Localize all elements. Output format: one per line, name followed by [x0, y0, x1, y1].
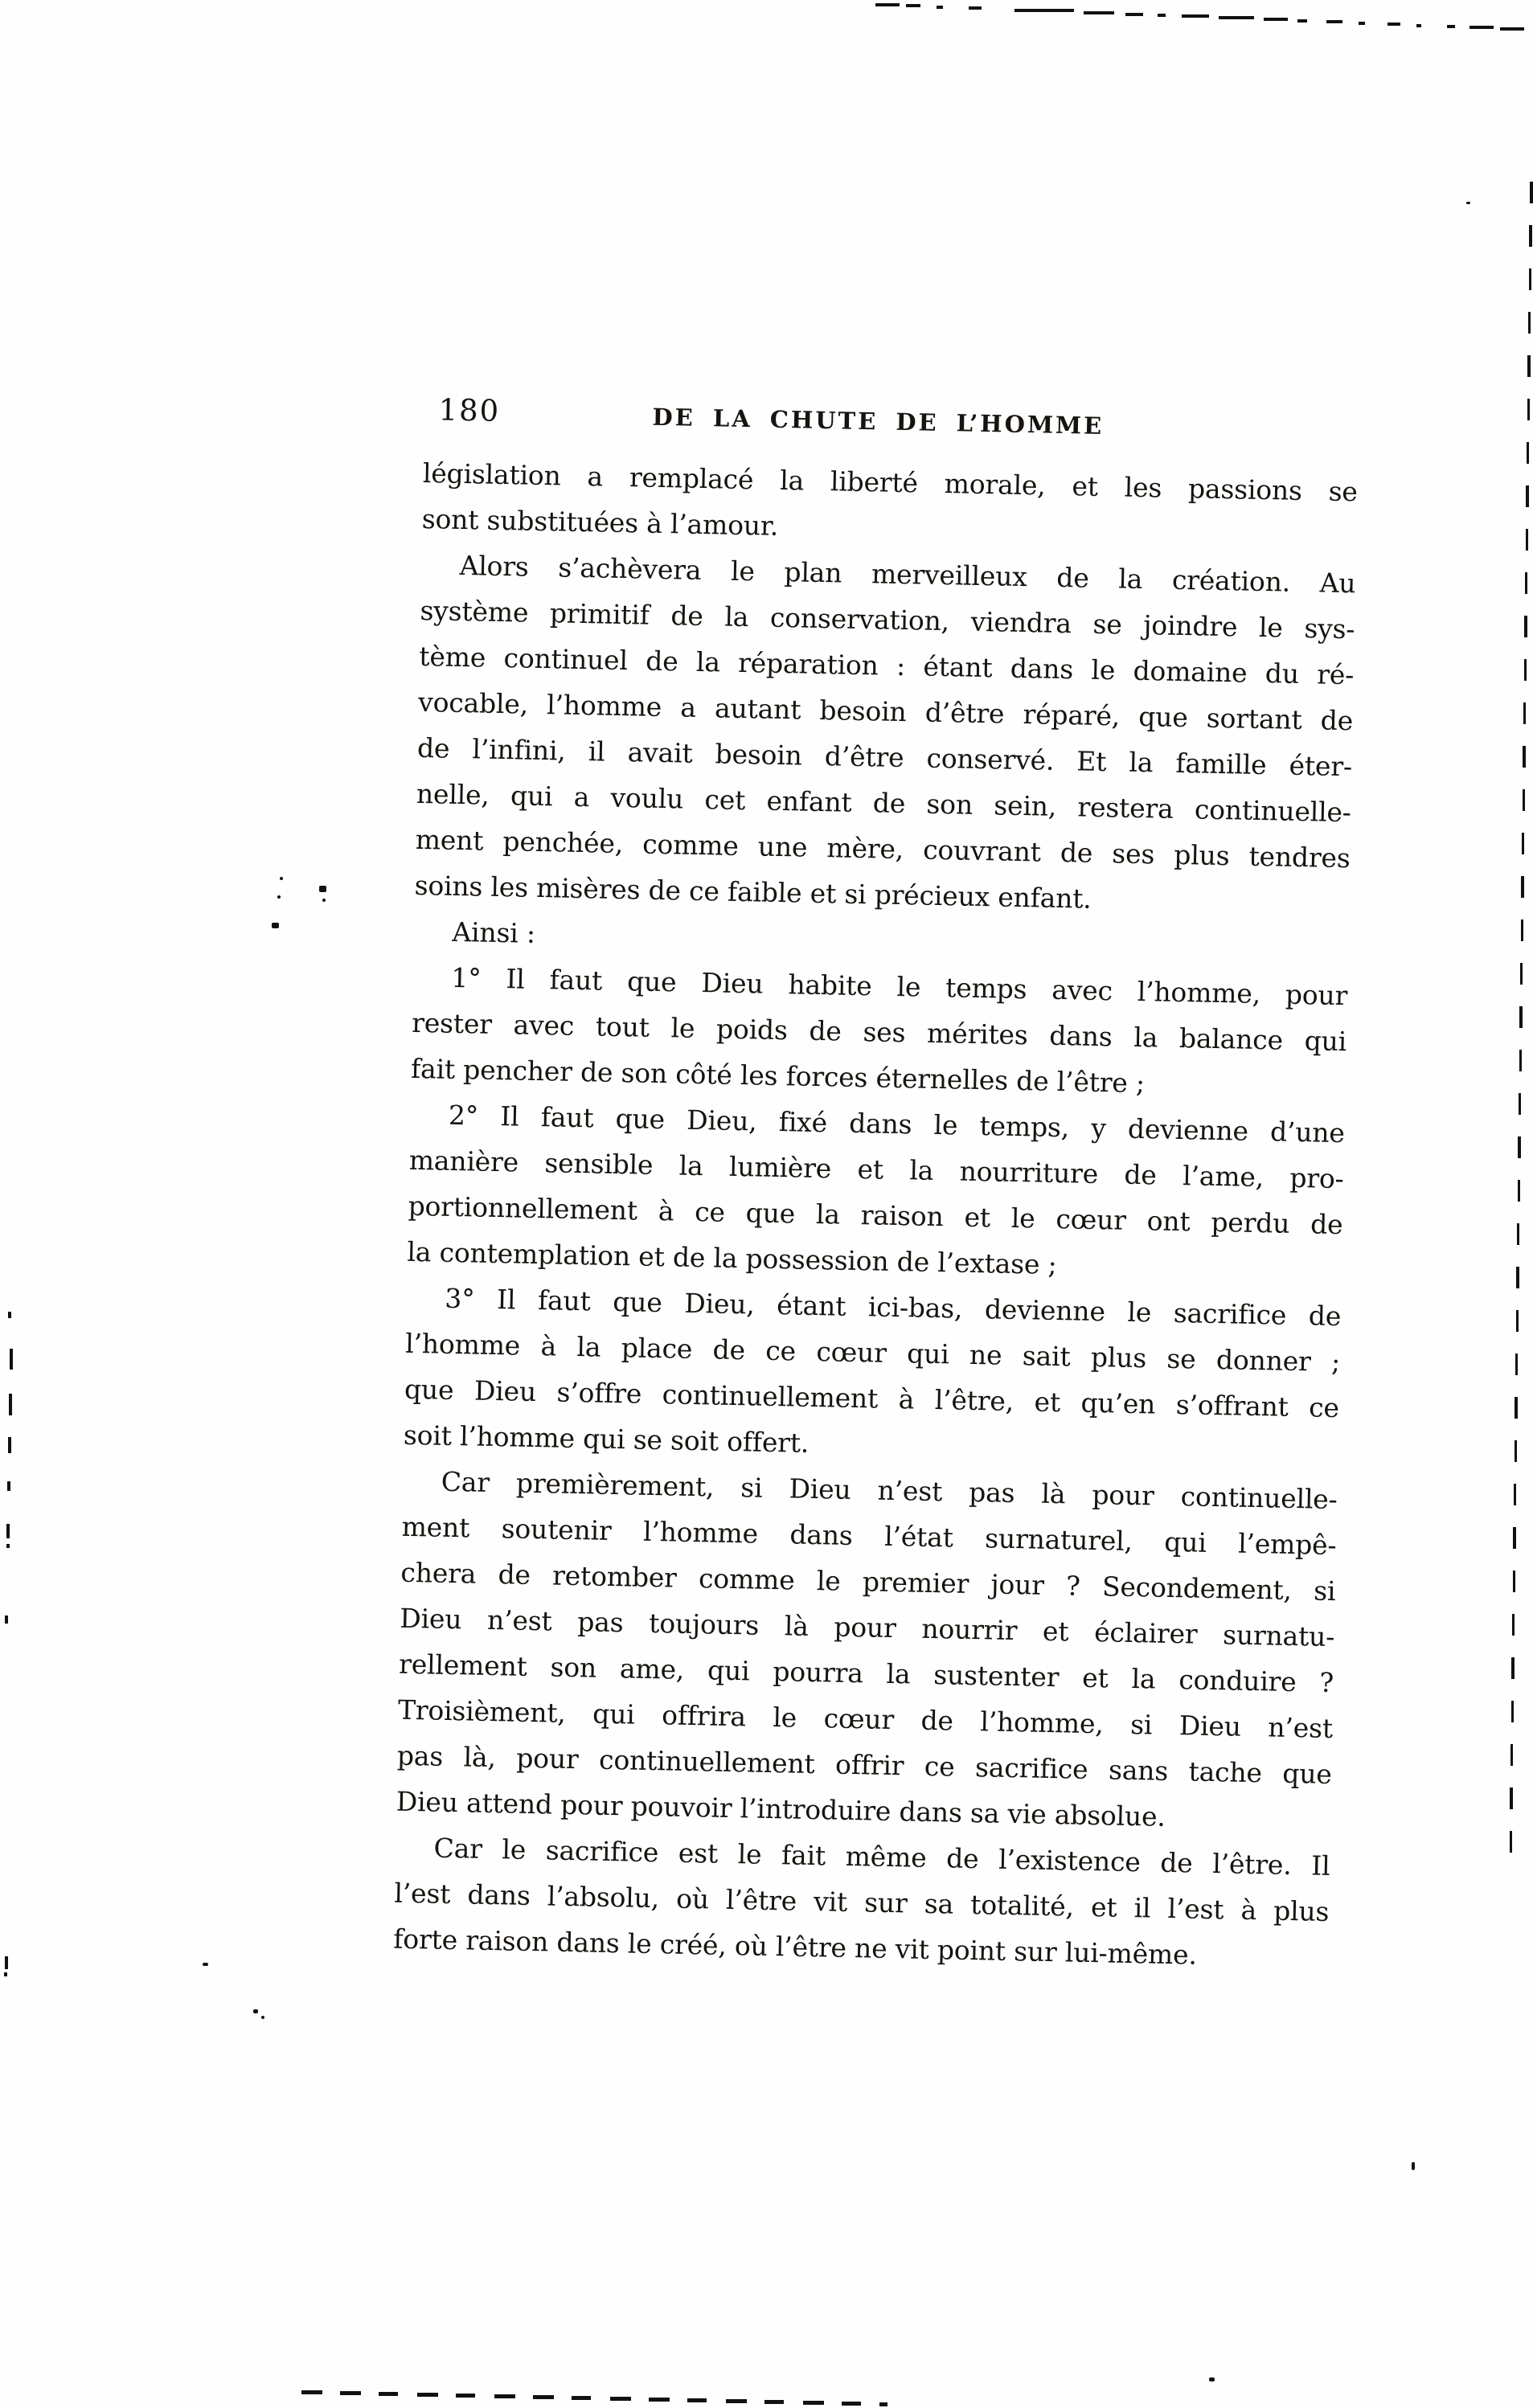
- top-edge-dash: [1447, 25, 1455, 28]
- top-edge-dash: [1359, 22, 1365, 25]
- text-line: soins les misères de ce faible et si précieux enfant.: [414, 869, 1092, 915]
- right-margin-dash: [1524, 616, 1527, 637]
- top-edge-dash: [1297, 19, 1307, 23]
- text-line: manière sensible la lumière et la nourriture de l’ame, pro-: [408, 1144, 1344, 1195]
- right-margin-dash: [1526, 485, 1529, 507]
- bottom-edge-dash: [764, 2400, 784, 2404]
- text-line: rellement son ame, qui pourra la sustenter et la conduire ?: [398, 1648, 1334, 1699]
- right-margin-dash: [1519, 1006, 1523, 1028]
- text-line: que Dieu s’offre continuellement à l’être, et qu’en s’offrant ce: [404, 1373, 1340, 1424]
- text-line: ment penchée, comme une mère, couvrant de ses plus tendres: [415, 823, 1351, 874]
- right-margin-dash: [1523, 789, 1526, 811]
- text-line: de l’infini, il avait besoin d’être conservé. Et la famille éter-: [416, 731, 1353, 783]
- top-edge-dash: [1469, 26, 1494, 29]
- text-line: nelle, qui a voulu cet enfant de son sein, restera continuelle-: [416, 777, 1352, 829]
- scan-speck: [280, 877, 283, 880]
- left-margin-mark: [8, 1437, 11, 1453]
- text-line: fait pencher de son côté les forces éternelles de l’être ;: [410, 1052, 1146, 1100]
- text-line: soit l’homme qui se soit offert.: [403, 1419, 810, 1459]
- right-margin-dash: [1527, 442, 1530, 464]
- right-margin-dash: [1512, 1614, 1515, 1636]
- text-line: ment soutenir l’homme dans l’état surnaturel, qui l’empê-: [401, 1510, 1337, 1562]
- scan-speck: [322, 899, 326, 902]
- top-edge-dash: [906, 4, 920, 7]
- right-margin-dash: [1528, 312, 1531, 334]
- top-edge-dash: [1219, 16, 1254, 19]
- right-margin-dash: [1521, 876, 1524, 898]
- right-margin-dash: [1516, 1267, 1519, 1288]
- right-margin-dash: [1513, 1571, 1516, 1592]
- top-edge-dash: [937, 6, 943, 9]
- right-margin-dash: [1527, 355, 1531, 377]
- text-line: la contemplation et de la possession de l’extase ;: [407, 1235, 1057, 1280]
- page-number: 180: [438, 392, 501, 428]
- bottom-edge-dash: [417, 2393, 438, 2397]
- top-edge-dash: [1182, 14, 1209, 18]
- text-line: sont substituées à l’amour.: [421, 502, 779, 542]
- text-line: rester avec tout le poids de ses mérites dans la balance qui: [411, 1006, 1347, 1058]
- right-margin-dash: [1518, 1136, 1521, 1158]
- right-margin-dash: [1522, 833, 1525, 854]
- text-line: forte raison dans le créé, où l’être ne vit point sur lui-même.: [392, 1923, 1198, 1971]
- scan-speck: [1209, 2377, 1215, 2381]
- top-edge-dash: [1084, 11, 1114, 14]
- top-edge-dash: [1416, 24, 1421, 27]
- bottom-edge-dash: [379, 2392, 398, 2396]
- right-margin-dash: [1511, 1657, 1515, 1679]
- bottom-edge-dash: [340, 2391, 361, 2395]
- right-margin-dash: [1529, 225, 1532, 247]
- right-margin-dash: [1514, 1484, 1517, 1505]
- text-line: Troisièment, qui offrira le cœur de l’homme, si Dieu n’est: [397, 1693, 1334, 1745]
- right-margin-dash: [1510, 1831, 1513, 1853]
- bottom-edge-dash: [842, 2402, 861, 2406]
- left-margin-mark: [5, 1956, 8, 1969]
- right-margin-dash: [1510, 1788, 1513, 1809]
- text-line: Dieu attend pour pouvoir l’introduire dans sa vie absolue.: [396, 1785, 1166, 1833]
- right-margin-dash: [1511, 1701, 1515, 1722]
- right-margin-dash: [1523, 746, 1526, 768]
- left-margin-mark: [10, 1349, 13, 1370]
- right-margin-dash: [1515, 1353, 1519, 1375]
- right-margin-dash: [1521, 919, 1524, 941]
- scan-speck: [1412, 2162, 1415, 2170]
- right-margin-dash: [1520, 963, 1523, 985]
- right-margin-dash: [1519, 1050, 1523, 1071]
- bottom-edge-dash: [687, 2398, 707, 2402]
- right-margin-dash: [1518, 1180, 1521, 1202]
- right-margin-dash: [1524, 659, 1527, 681]
- bottom-edge-dash: [456, 2394, 475, 2398]
- text-line: pas là, pour continuellement offrir ce sacrifice sans tache que: [396, 1739, 1333, 1790]
- right-margin-dash: [1527, 399, 1531, 420]
- bottom-edge-dash: [649, 2398, 670, 2402]
- bottom-edge-dash: [879, 2402, 887, 2406]
- scan-speck: [253, 2009, 258, 2013]
- scan-speck: [272, 923, 279, 928]
- page-content: [393, 392, 1359, 1980]
- text-line: Car premièrement, si Dieu n’est pas là pour continuelle-: [441, 1465, 1338, 1516]
- text-line: législation a remplacé la liberté morale, et les passions se: [422, 457, 1359, 508]
- bottom-edge-dash: [494, 2394, 515, 2398]
- bottom-edge-dash: [726, 2399, 747, 2403]
- running-title: DE LA CHUTE DE L’HOMME: [652, 403, 1105, 440]
- body-text: [393, 450, 1359, 1980]
- top-edge-dash: [1264, 18, 1288, 21]
- top-edge-dash: [1014, 9, 1074, 12]
- text-line: tème continuel de la réparation : étant dans le domaine du ré-: [419, 640, 1355, 691]
- text-line: chera de retomber comme le premier jour ? Secondement, si: [400, 1556, 1336, 1607]
- right-margin-dash: [1510, 1744, 1514, 1766]
- left-margin-mark: [6, 1544, 10, 1548]
- text-line: système primitif de la conservation, viendra se joindre le sys-: [420, 594, 1355, 645]
- bottom-edge-dash: [803, 2401, 824, 2405]
- text-line: 3° Il faut que Dieu, étant ici-bas, devienne le sacrifice de: [444, 1282, 1342, 1333]
- right-margin-dash: [1523, 702, 1527, 724]
- right-margin-dash: [1517, 1223, 1520, 1245]
- scan-speck: [277, 895, 281, 899]
- right-margin-dash: [1526, 529, 1529, 551]
- text-line: Dieu n’est pas toujours là pour nourrir et éclairer surnatu-: [399, 1602, 1335, 1653]
- scan-speck: [319, 886, 326, 892]
- right-margin-dash: [1516, 1310, 1519, 1332]
- bottom-edge-dash: [610, 2397, 631, 2401]
- text-line: l’homme à la place de ce cœur qui ne sait plus se donner ;: [404, 1327, 1341, 1378]
- top-edge-dash: [969, 6, 982, 10]
- scan-speck: [1466, 202, 1470, 204]
- text-line: Ainsi :: [452, 915, 536, 949]
- left-margin-mark: [6, 1524, 10, 1538]
- top-edge-dash: [875, 3, 900, 6]
- text-line: 2° Il faut que Dieu, fixé dans le temps, y devienne d’une: [448, 1099, 1346, 1149]
- bottom-edge-dash: [301, 2390, 322, 2394]
- text-line: vocable, l’homme a autant besoin d’être réparé, que sortant de: [417, 686, 1354, 737]
- right-margin-dash: [1513, 1527, 1516, 1549]
- text-line: 1° Il faut que Dieu habite le temps avec l’homme, pour: [450, 961, 1348, 1012]
- scan-speck: [203, 1963, 208, 1966]
- bottom-edge-dash: [533, 2395, 554, 2399]
- text-line: portionnellement à ce que la raison et le cœur ont perdu de: [408, 1190, 1343, 1241]
- right-margin-dash: [1525, 572, 1528, 594]
- right-margin-dash: [1530, 182, 1533, 203]
- top-edge-dash: [1387, 23, 1400, 26]
- left-margin-mark: [4, 1972, 7, 1976]
- top-edge-dash: [1158, 14, 1166, 17]
- left-margin-mark: [7, 1481, 10, 1491]
- right-margin-dash: [1519, 1093, 1522, 1115]
- right-margin-dash: [1515, 1440, 1518, 1462]
- right-margin-dash: [1529, 268, 1532, 290]
- text-line: l’est dans l’absolu, où l’être vit sur sa totalité, et il l’est à plus: [394, 1877, 1330, 1927]
- text-line: Car le sacrifice est le fait même de l’existence de l’être. Il: [433, 1832, 1330, 1882]
- scan-speck: [261, 2016, 264, 2019]
- right-margin-dash: [1515, 1397, 1518, 1419]
- top-edge-dash: [1500, 27, 1524, 31]
- left-margin-mark: [5, 1616, 8, 1624]
- text-line: Alors s’achèvera le plan merveilleux de la création. Au: [459, 549, 1356, 600]
- left-margin-mark: [8, 1312, 11, 1318]
- top-edge-dash: [1125, 13, 1143, 16]
- bottom-edge-dash: [572, 2396, 591, 2400]
- top-edge-dash: [1326, 20, 1342, 23]
- left-margin-mark: [9, 1394, 12, 1415]
